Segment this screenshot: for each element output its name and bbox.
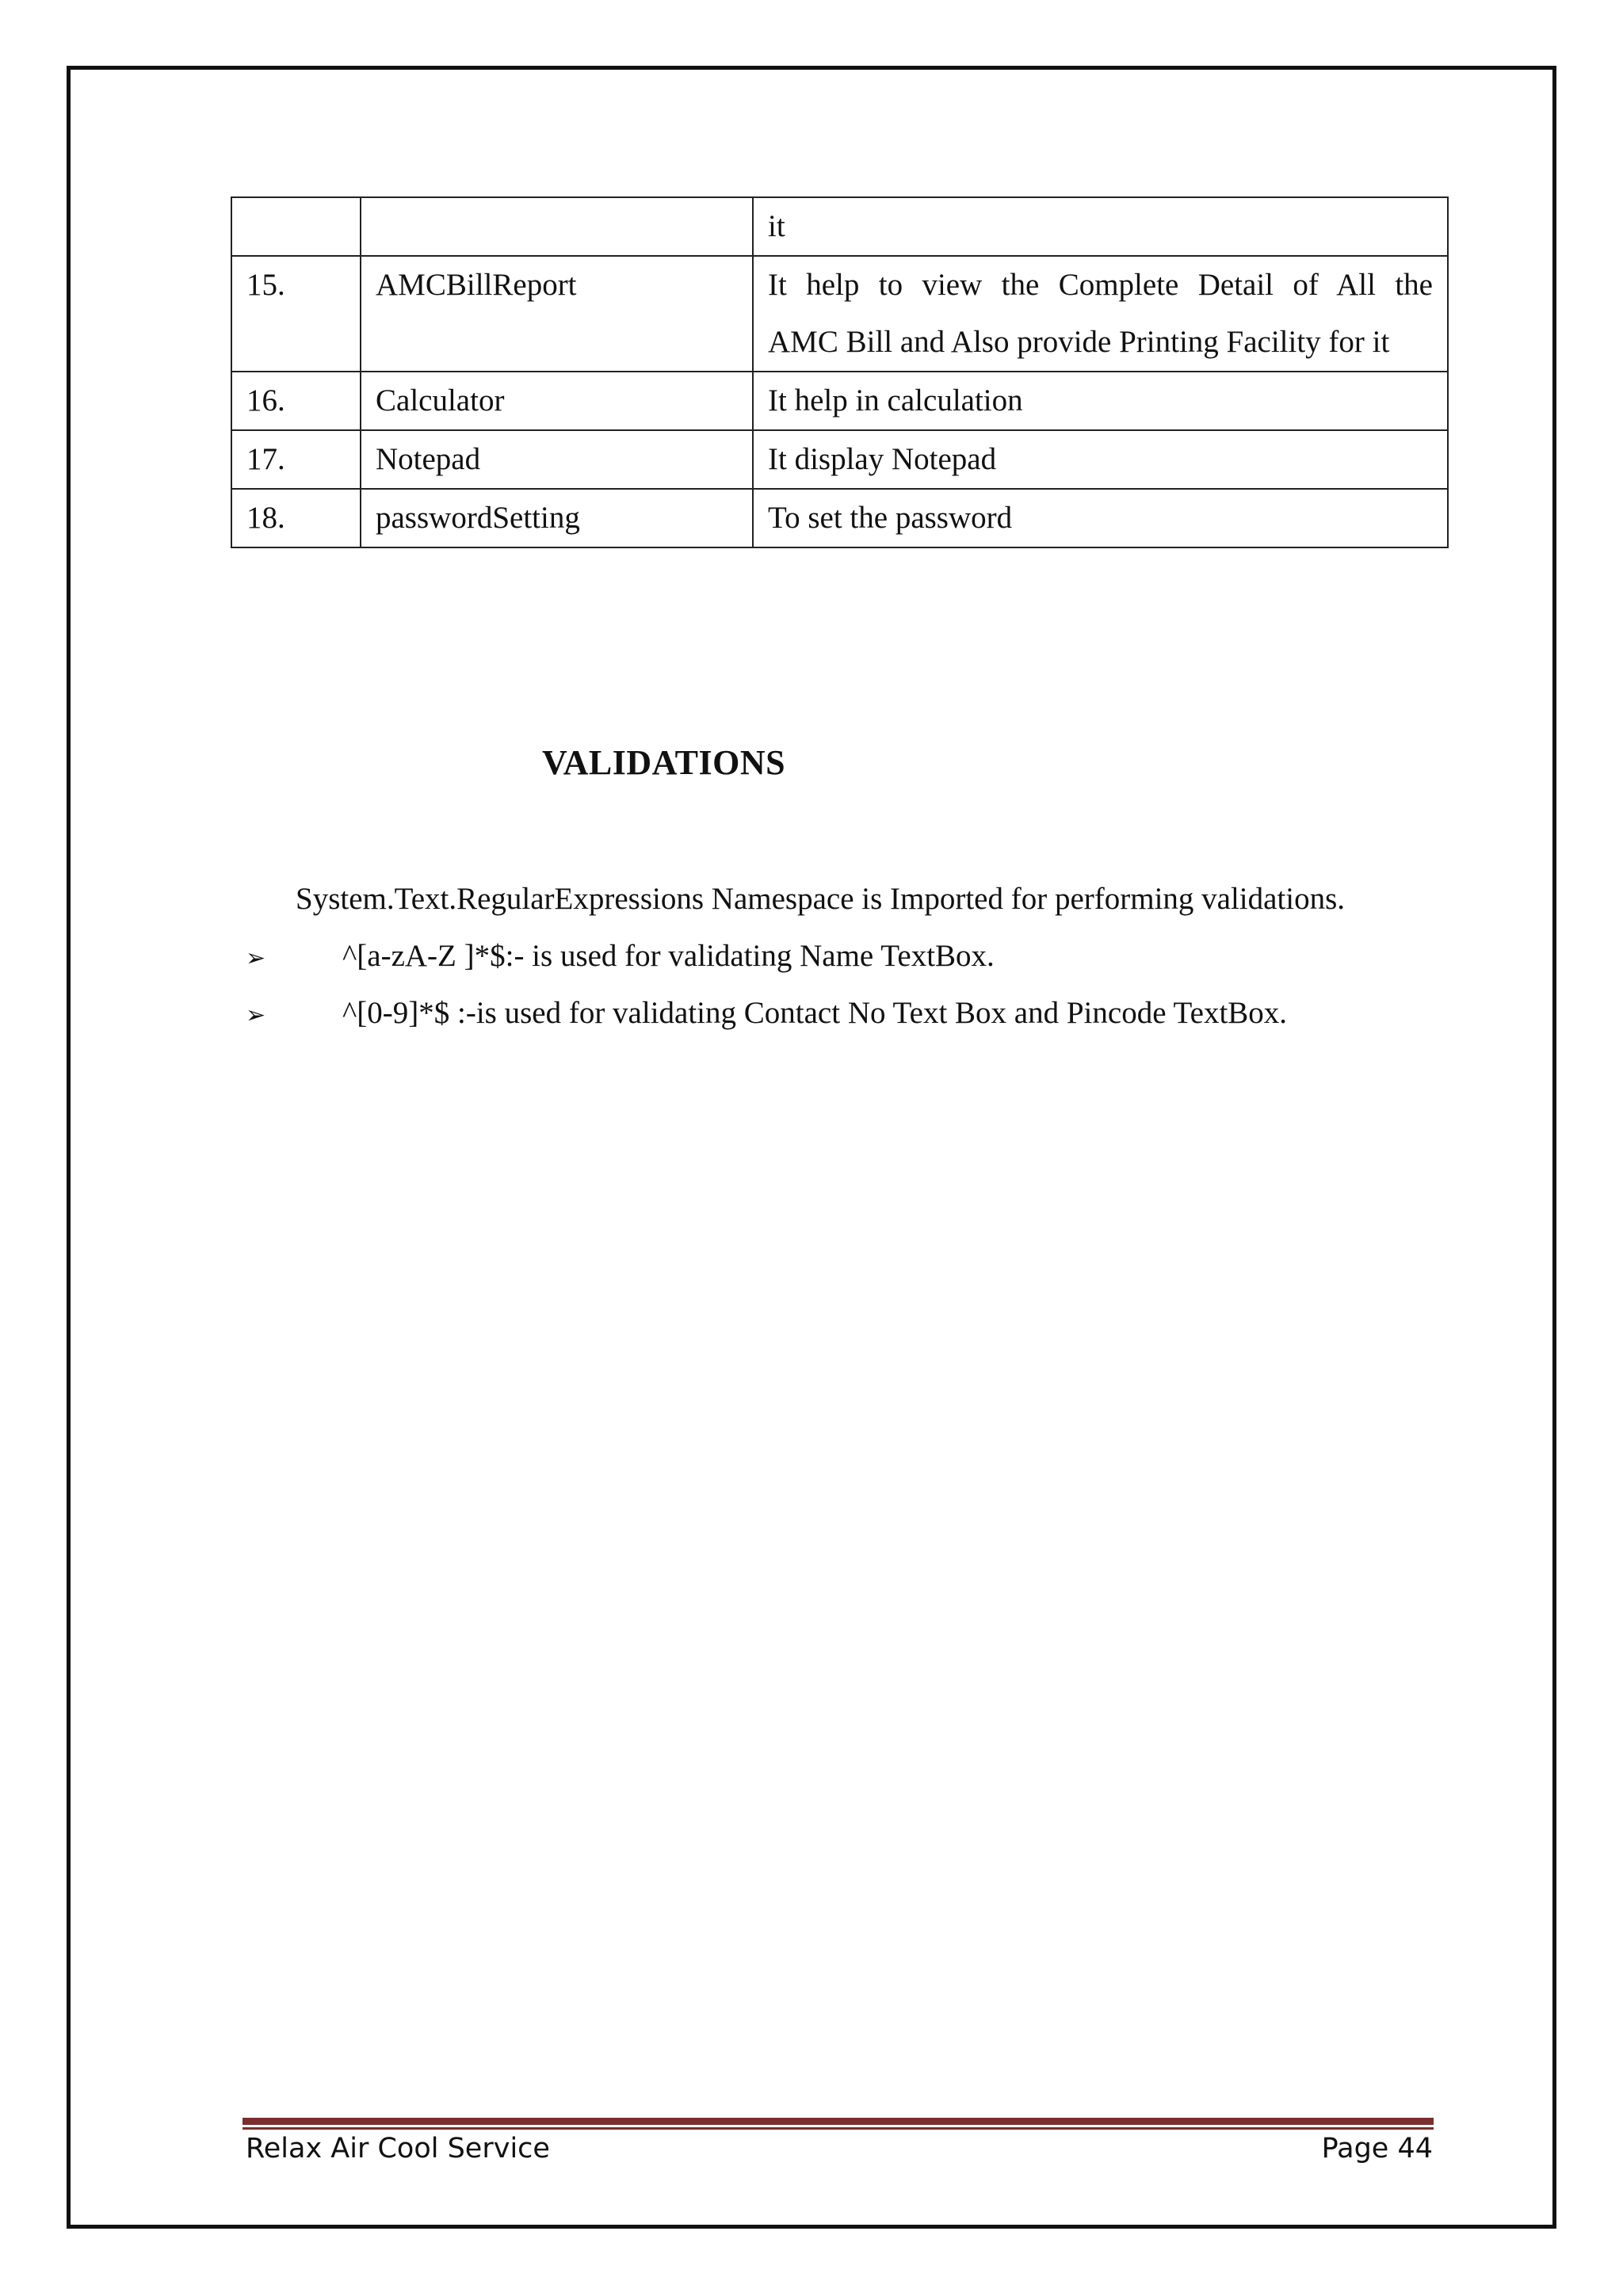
row-number: 16. (231, 372, 361, 430)
description-line: To set the password (768, 501, 1013, 535)
module-name: Calculator (361, 372, 753, 430)
description-line: It help to view the Complete Detail of All the (768, 268, 1433, 302)
bullet-text: ^[0-9]*$ :-is used for validating Contact No Text Box and Pincode TextBox. (342, 996, 1288, 1030)
footer-title: Relax Air Cool Service (246, 2133, 550, 2164)
bullet-text: ^[a-zA-Z ]*$:- is used for validating Name TextBox. (342, 939, 995, 973)
description-line: It display Notepad (768, 442, 997, 476)
description-line: AMC Bill and Also provide Printing Facility for it (768, 325, 1390, 359)
table-row (231, 372, 1448, 430)
module-name: AMCBillReport (361, 256, 753, 372)
bullet-item (246, 938, 995, 974)
row-number: 17. (231, 430, 361, 489)
description-line: It help in calculation (768, 383, 1023, 418)
module-description (753, 197, 1448, 256)
module-description (753, 489, 1448, 547)
table-row (231, 430, 1448, 489)
module-table (231, 196, 1449, 548)
row-number: 15. (231, 256, 361, 372)
arrow-bullet-icon: ➢ (246, 944, 266, 972)
section-title: VALIDATIONS (542, 743, 786, 782)
arrow-bullet-icon: ➢ (246, 1001, 266, 1029)
module-description (753, 430, 1448, 489)
module-name (361, 197, 753, 256)
bullet-item (246, 995, 1287, 1031)
table-row (231, 489, 1448, 547)
row-number: 18. (231, 489, 361, 547)
footer-rule (242, 2127, 1434, 2130)
table-row (231, 197, 1448, 256)
validations-intro: System.Text.RegularExpressions Namespace is Imported for performing validations. (296, 882, 1346, 916)
module-name: Notepad (361, 430, 753, 489)
row-number (231, 197, 361, 256)
module-description (753, 256, 1448, 372)
footer-rule (242, 2118, 1434, 2125)
description-line: it (768, 209, 785, 243)
module-description (753, 372, 1448, 430)
page-number: Page 44 (1321, 2133, 1433, 2164)
module-name: passwordSetting (361, 489, 753, 547)
table-row (231, 256, 1448, 372)
